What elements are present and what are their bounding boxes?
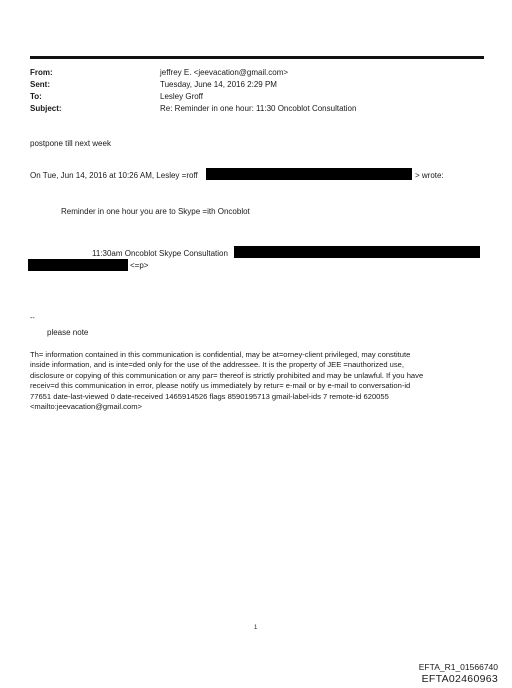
please-note: please note [47,328,89,337]
quote-intro: On Tue, Jun 14, 2016 at 10:26 AM, Lesley =roff [30,171,198,180]
reply-text: postpone till next week [30,139,111,148]
redaction-block-email [206,168,412,180]
consultation-text: 11:30am Oncoblot Skype Consultation [92,249,228,258]
to-label: To: [30,92,42,101]
from-label: From: [30,68,53,77]
header-divider [30,56,484,59]
reminder-text: Reminder in one hour you are to Skype =ith Oncoblot [61,207,250,216]
disclaimer-line: Th= information contained in this communication is confidential, may be at=orney-client privileged, may constitute [30,350,411,359]
disclaimer-line: 77651 date-last-viewed 0 date-received 1465914526 flags 8590195713 gmail-label-ids 7 remote-id 620055 [30,391,389,401]
sent-label: Sent: [30,80,50,89]
disclaimer-line: <mailto:jeevacation@gmail.com> [30,402,142,412]
bates-number-secondary: EFTA02460963 [421,673,498,685]
redaction-block-consultation [234,246,480,258]
confidentiality-disclaimer [30,350,486,412]
disclaimer-line: inside information, and is inte=ded only for the use of the addressee. It is the property of JEE =nauthorized use, [30,360,405,370]
disclaimer-line: receiv=d this communication in error, please notify us immediately by retur= e-mail or by e-mail to conversation-id [30,381,411,391]
subject-value: Re: Reminder in one hour: 11:30 Oncoblot Consultation [160,104,357,113]
bates-number-primary: EFTA_R1_01566740 [418,662,498,672]
subject-label: Subject: [30,104,62,113]
page-number: 1 [254,625,258,631]
disclaimer-line: disclosure or copying of this communication or any par= thereof is strictly prohibited and may be unlawful. If you have [30,370,424,380]
p-tag-text: <=p> [130,261,149,270]
from-value: jeffrey E. <jeevacation@gmail.com> [160,68,289,77]
signature-dashes: -- [30,315,35,322]
quote-wrote: > wrote: [415,171,444,180]
redaction-block-line2 [28,259,128,271]
sent-value: Tuesday, June 14, 2016 2:29 PM [160,80,277,89]
to-value: Lesley Groff [160,92,203,101]
